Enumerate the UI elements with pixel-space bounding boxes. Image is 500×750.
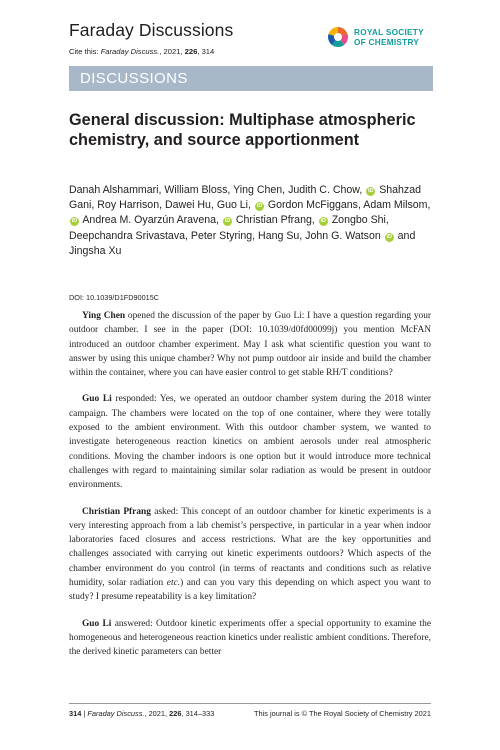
author-list xyxy=(69,183,439,259)
journal-title[interactable]: Faraday Discussions xyxy=(69,20,234,40)
author-name[interactable]: Judith C. Chow, xyxy=(288,184,363,196)
orcid-icon[interactable]: iD xyxy=(367,188,374,194)
footer-citation xyxy=(69,709,214,718)
author-name[interactable]: Danah Alshammari, xyxy=(69,184,162,196)
speaker-name: Guo Li xyxy=(82,618,112,629)
author-name[interactable]: Christian Pfrang, xyxy=(235,214,315,227)
cite-volume: 226 xyxy=(184,47,198,56)
paragraph-tail: ) and can you vary this depending on which aspect you want to study? I presume repeatability is a key limitation? xyxy=(69,578,431,603)
cite-journal: Faraday Discuss. xyxy=(100,47,160,56)
author-name[interactable]: William Bloss, xyxy=(164,184,231,196)
author-name[interactable]: Andrea M. Oyarzún Aravena, xyxy=(82,214,219,227)
author-name[interactable]: Peter Styring, xyxy=(190,229,256,242)
orcid-icon[interactable]: iD xyxy=(256,203,263,210)
footer-separator: | xyxy=(81,709,88,718)
doi-link[interactable]: DOI: 10.1039/D1FD90015C xyxy=(69,293,160,302)
paragraph-text: answered: Outdoor kinetic experiments offer a special opportunity to examine the homogeneous and heterogeneous reaction kinetics under realistic ambient conditions. Therefore, the derived kinetic parameters can better xyxy=(69,618,431,658)
orcid-icon[interactable]: iD xyxy=(224,218,231,225)
paragraph xyxy=(69,309,431,380)
orcid-icon[interactable]: iD xyxy=(386,233,392,240)
author-name[interactable]: Deepchandra Srivastava, xyxy=(69,229,188,242)
author-name[interactable]: Ying Chen, xyxy=(233,184,286,196)
paragraph-text: asked: This concept of an outdoor chamber for kinetic experiments is a very interesting approach from a lab chemist’s perspective, in particular in a year when indoor laboratories faced closures and access restrictions. What are the key opportunities and challenges associated with carrying out kinetic experiments outdoors? Which aspects of the chamber environment do you control (in terms of reactants and conditions such as relative humidity, solar radiation xyxy=(69,506,431,589)
section-label: DISCUSSIONS xyxy=(80,70,188,87)
publisher-logo[interactable] xyxy=(327,26,437,52)
paragraph-text: responded: Yes, we operated an outdoor chamber system during the 2018 winter campaign. The chambers were located on the top of one container, where they were totally exposed to the ambient environment. With this outdoor chamber system, we wanted to investigate heterogeneous reaction kinetics on ambient aerosols under real atmospheric conditions. Moving the chamber indoors is one option but it would introduce more technical challenges with regard to maintaining similar solar radiation as would be present in outdoor environments. xyxy=(69,394,431,491)
paragraph xyxy=(69,392,431,492)
discussion-body xyxy=(69,309,431,672)
footer-volume: 226 xyxy=(169,709,182,718)
paragraph xyxy=(69,505,431,605)
paragraph-text: opened the discussion of the paper by Guo Li: I have a question regarding your outdoor chamber. I see in the paper (DOI: 10.1039/d0fd00099j) you mention McFAN introduced an outdoor chamber experiment. May I ask what scientific question you want to answer by using this unique chamber? Why not pump outdoor air inside and build the chamber within the container, where you can have easier control to get stable RH/T conditions? xyxy=(69,311,432,379)
cite-prefix: Cite this: xyxy=(69,47,101,56)
page-number: 314 xyxy=(69,709,82,718)
cite-year: , 2021, xyxy=(159,47,185,56)
author-name[interactable]: Shahzad Gani, xyxy=(69,184,422,212)
footer-journal: Faraday Discuss. xyxy=(87,709,145,718)
footer-divider xyxy=(69,703,431,704)
author-name[interactable]: John G. Watson xyxy=(305,229,381,242)
author-name[interactable]: Dawei Hu, xyxy=(165,199,214,212)
orcid-icon[interactable]: iD xyxy=(320,218,326,225)
paragraph xyxy=(69,617,431,660)
cite-page: , 314 xyxy=(197,47,215,56)
citation-line xyxy=(69,47,214,56)
rsc-logo-icon xyxy=(327,26,349,48)
speaker-name: Ying Chen xyxy=(82,311,126,321)
publisher-name-line1: ROYAL SOCIETY xyxy=(354,28,424,37)
section-banner xyxy=(69,66,433,91)
author-name[interactable]: Guo Li, xyxy=(216,199,251,212)
paragraph-italic: etc. xyxy=(166,578,181,589)
article-title: General discussion: Multiphase atmospheric chemistry, and source apportionment xyxy=(69,111,416,149)
author-name[interactable]: Roy Harrison, xyxy=(97,199,163,212)
speaker-name: Christian Pfrang xyxy=(82,506,151,517)
author-name[interactable]: Adam Milsom, xyxy=(363,199,431,212)
author-name[interactable]: Hang Su, xyxy=(258,229,303,242)
footer-copyright: This journal is © The Royal Society of Chemistry 2021 xyxy=(253,709,431,718)
author-name[interactable]: and Jingsha Xu xyxy=(69,229,416,257)
speaker-name: Guo Li xyxy=(82,394,112,405)
footer-pages: , 314–333 xyxy=(181,709,215,718)
orcid-icon[interactable]: iD xyxy=(71,218,78,225)
author-name[interactable]: Zongbo Shi, xyxy=(331,214,389,227)
author-name[interactable]: Gordon McFiggans, xyxy=(267,199,361,212)
publisher-name-line2: OF CHEMISTRY xyxy=(354,38,420,47)
footer-year: , 2021, xyxy=(144,709,170,718)
